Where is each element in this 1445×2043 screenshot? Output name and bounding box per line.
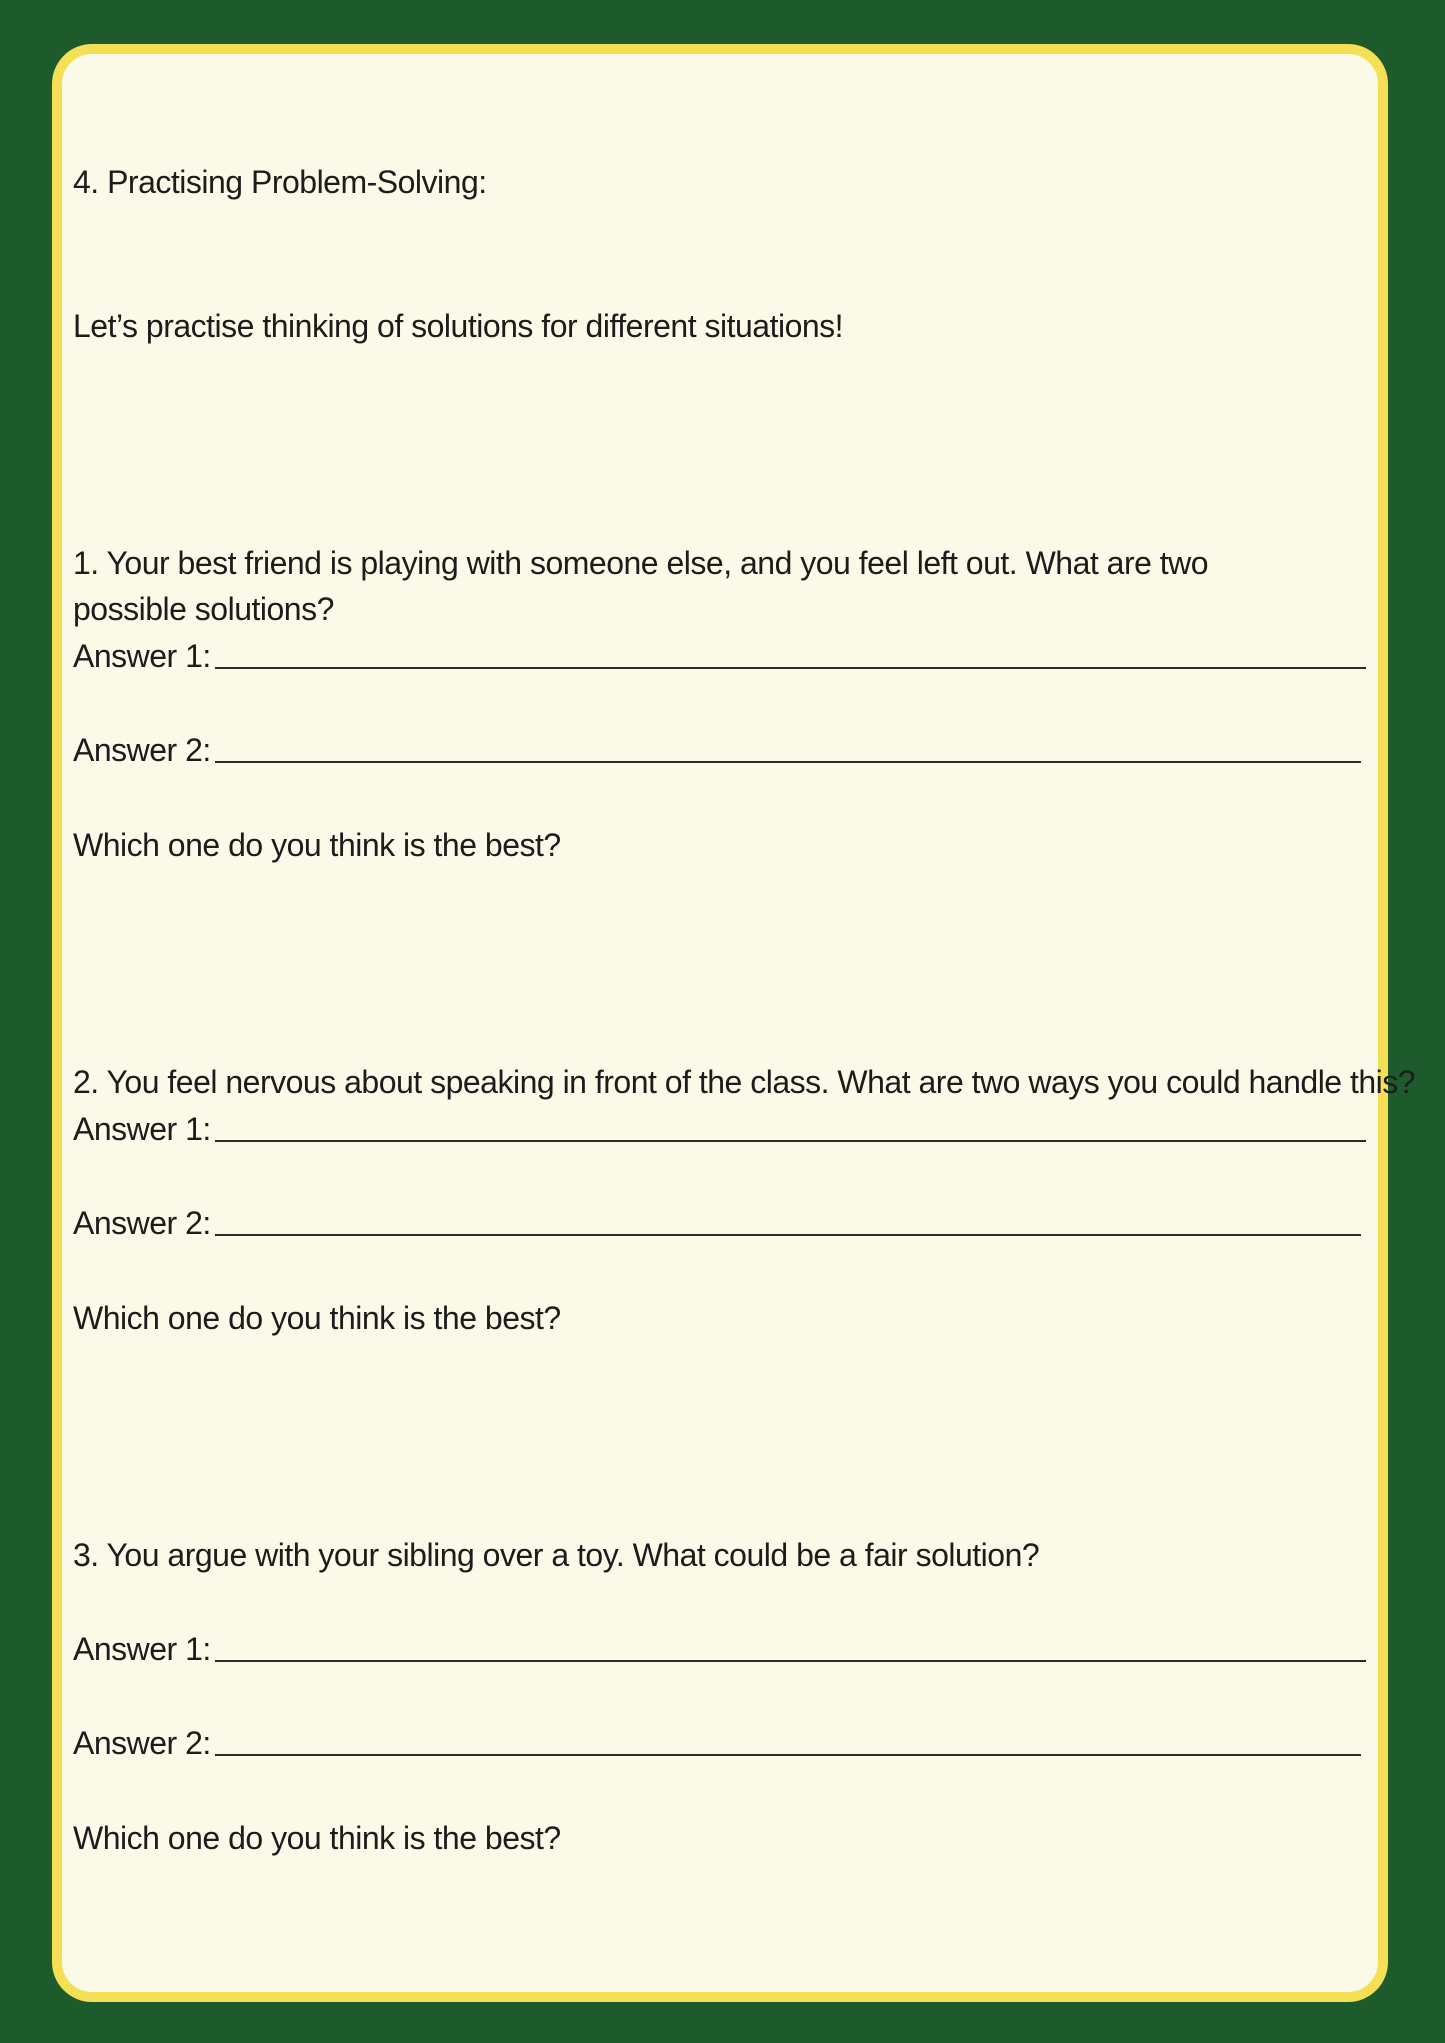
question-1-answer-2[interactable] <box>73 727 1361 773</box>
answer-line[interactable] <box>215 1660 1366 1662</box>
answer-line[interactable] <box>215 1140 1366 1142</box>
answer-label: Answer 2: <box>73 732 211 768</box>
question-1-answer-1[interactable] <box>73 633 1366 679</box>
question-3-answer-1[interactable] <box>73 1626 1366 1672</box>
question-2-prompt: 2. You feel nervous about speaking in front of the class. What are two ways you could handle this? <box>73 1064 1416 1100</box>
answer-label: Answer 1: <box>73 638 211 674</box>
section-heading: 4. Practising Problem-Solving: <box>73 164 487 200</box>
answer-label: Answer 1: <box>73 1631 211 1667</box>
answer-label: Answer 2: <box>73 1205 211 1241</box>
answer-label: Answer 1: <box>73 1111 211 1147</box>
question-3-best-prompt: Which one do you think is the best? <box>73 1820 561 1856</box>
intro-text: Let’s practise thinking of solutions for different situations! <box>73 308 844 344</box>
question-2-best-prompt: Which one do you think is the best? <box>73 1300 561 1336</box>
answer-line[interactable] <box>215 667 1366 669</box>
question-3-answer-2[interactable] <box>73 1720 1361 1766</box>
question-1-prompt: 1. Your best friend is playing with someone else, and you feel left out. What are two possible solutions? <box>73 545 1209 627</box>
question-1-best-prompt: Which one do you think is the best? <box>73 827 561 863</box>
answer-line[interactable] <box>215 1754 1361 1756</box>
question-2-answer-2[interactable] <box>73 1200 1361 1246</box>
answer-label: Answer 2: <box>73 1725 211 1761</box>
question-2-answer-1[interactable] <box>73 1106 1366 1152</box>
question-3-prompt: 3. You argue with your sibling over a toy. What could be a fair solution? <box>73 1537 1040 1573</box>
answer-line[interactable] <box>215 1234 1361 1236</box>
answer-line[interactable] <box>215 761 1361 763</box>
